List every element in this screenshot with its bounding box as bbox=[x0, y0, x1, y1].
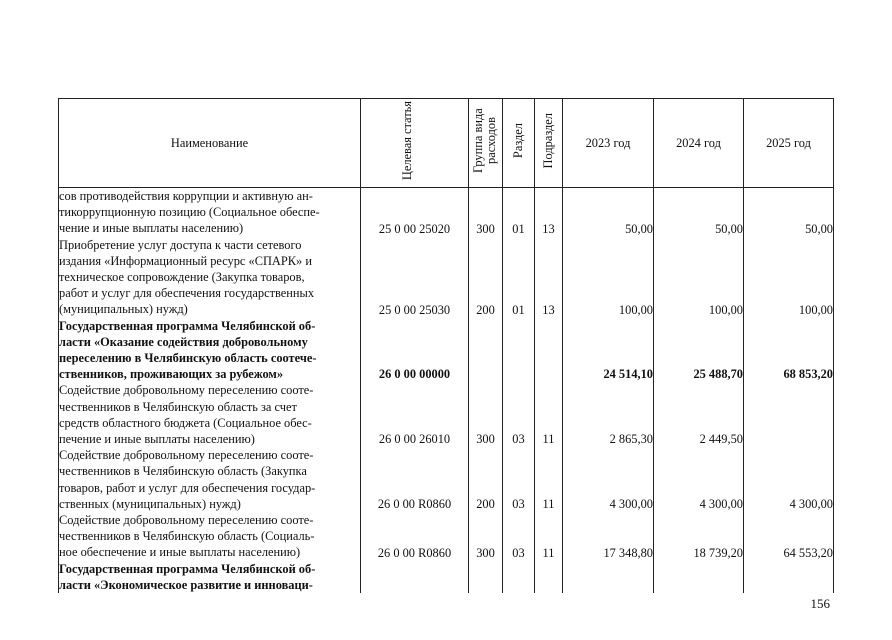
table-header-row bbox=[59, 99, 834, 188]
header-target-article: Целевая статья bbox=[361, 99, 469, 188]
row-expense-group: 300 bbox=[469, 188, 503, 237]
row-target-article bbox=[361, 561, 469, 593]
row-value-2023 bbox=[563, 561, 654, 593]
row-target-article: 26 0 00 26010 bbox=[361, 382, 469, 447]
row-name-line: ное обеспечение и иные выплаты населению) bbox=[59, 545, 301, 560]
row-subsection: 11 bbox=[535, 512, 563, 561]
row-name-line: работ и услуг для обеспечения государственных bbox=[59, 286, 315, 301]
row-name-line: переселению в Челябинскую область соотече- bbox=[59, 351, 317, 366]
row-target-article: 26 0 00 R0860 bbox=[361, 512, 469, 561]
row-subsection: 13 bbox=[535, 237, 563, 318]
header-section: Раздел bbox=[503, 99, 535, 188]
row-name bbox=[59, 237, 361, 318]
row-name bbox=[59, 188, 361, 237]
row-target-article: 26 0 00 00000 bbox=[361, 318, 469, 383]
row-name-line: товаров, работ и услуг для обеспечения государ- bbox=[59, 480, 316, 495]
row-target-article: 25 0 00 25020 bbox=[361, 188, 469, 237]
row-section: 03 bbox=[503, 382, 535, 447]
row-name-line: ласти «Экономическое развитие и инноваци- bbox=[59, 577, 313, 592]
row-section: 03 bbox=[503, 512, 535, 561]
row-value-2023: 50,00 bbox=[563, 188, 654, 237]
row-value-2023: 100,00 bbox=[563, 237, 654, 318]
row-value-2025: 50,00 bbox=[744, 188, 834, 237]
row-name-line: Государственная программа Челябинской об- bbox=[59, 561, 316, 576]
row-name-line: Содействие добровольному переселению сооте- bbox=[59, 513, 314, 528]
row-value-2025 bbox=[744, 561, 834, 593]
header-2023: 2023 год bbox=[563, 99, 654, 188]
row-value-2025 bbox=[744, 382, 834, 447]
row-value-2024: 18 739,20 bbox=[654, 512, 744, 561]
header-2024: 2024 год bbox=[654, 99, 744, 188]
budget-table bbox=[58, 98, 834, 593]
row-name bbox=[59, 512, 361, 561]
row-value-2025: 64 553,20 bbox=[744, 512, 834, 561]
row-section: 01 bbox=[503, 237, 535, 318]
row-section: 01 bbox=[503, 188, 535, 237]
table-row bbox=[59, 237, 834, 318]
header-2025: 2025 год bbox=[744, 99, 834, 188]
row-section bbox=[503, 561, 535, 593]
row-name-line: (муниципальных) нужд) bbox=[59, 302, 188, 317]
header-name: Наименование bbox=[59, 99, 361, 188]
row-subsection: 11 bbox=[535, 447, 563, 512]
row-value-2024: 25 488,70 bbox=[654, 318, 744, 383]
row-name-line: Содействие добровольному переселению сооте- bbox=[59, 448, 314, 463]
row-name-line: Государственная программа Челябинской об- bbox=[59, 318, 316, 333]
row-section bbox=[503, 318, 535, 383]
row-name bbox=[59, 382, 361, 447]
table-row bbox=[59, 512, 834, 561]
row-subsection: 13 bbox=[535, 188, 563, 237]
row-target-article: 26 0 00 R0860 bbox=[361, 447, 469, 512]
table-row bbox=[59, 318, 834, 383]
row-name bbox=[59, 318, 361, 383]
table-row bbox=[59, 561, 834, 593]
table-row bbox=[59, 447, 834, 512]
row-value-2024 bbox=[654, 561, 744, 593]
row-expense-group bbox=[469, 561, 503, 593]
table-row bbox=[59, 382, 834, 447]
row-value-2024: 4 300,00 bbox=[654, 447, 744, 512]
row-value-2024: 50,00 bbox=[654, 188, 744, 237]
header-expense-group: Группа вида расходов bbox=[469, 99, 503, 188]
row-name bbox=[59, 447, 361, 512]
row-value-2024: 2 449,50 bbox=[654, 382, 744, 447]
row-name-line: чественников в Челябинскую область за счет bbox=[59, 399, 297, 414]
row-target-article: 25 0 00 25030 bbox=[361, 237, 469, 318]
row-section: 03 bbox=[503, 447, 535, 512]
row-name-line: ственников, проживающих за рубежом» bbox=[59, 367, 284, 382]
row-name bbox=[59, 561, 361, 593]
row-name-line: тикоррупционную позицию (Социальное обеспе- bbox=[59, 205, 320, 220]
row-name-line: средств областного бюджета (Социальное обес- bbox=[59, 415, 312, 430]
row-value-2023: 24 514,10 bbox=[563, 318, 654, 383]
row-value-2025: 68 853,20 bbox=[744, 318, 834, 383]
row-name-line: ласти «Оказание содействия добровольному bbox=[59, 334, 308, 349]
row-subsection bbox=[535, 318, 563, 383]
row-subsection bbox=[535, 561, 563, 593]
table-body bbox=[59, 188, 834, 594]
row-name-line: чественников в Челябинскую область (Закупка bbox=[59, 464, 307, 479]
page-number: 156 bbox=[810, 596, 830, 611]
row-value-2023: 4 300,00 bbox=[563, 447, 654, 512]
row-value-2025: 100,00 bbox=[744, 237, 834, 318]
row-name-line: Содействие добровольному переселению сооте- bbox=[59, 383, 314, 398]
row-name-line: Приобретение услуг доступа к части сетевого bbox=[59, 237, 302, 252]
row-expense-group: 200 bbox=[469, 237, 503, 318]
table-row bbox=[59, 188, 834, 237]
row-subsection: 11 bbox=[535, 382, 563, 447]
row-name-line: техническое сопровождение (Закупка товаров, bbox=[59, 270, 305, 285]
row-name-line: ственных (муниципальных) нужд) bbox=[59, 496, 241, 511]
row-value-2023: 17 348,80 bbox=[563, 512, 654, 561]
header-subsection: Подраздел bbox=[535, 99, 563, 188]
row-value-2025: 4 300,00 bbox=[744, 447, 834, 512]
row-name-line: издания «Информационный ресурс «СПАРК» и bbox=[59, 253, 312, 268]
row-name-line: чественников в Челябинскую область (Социаль- bbox=[59, 529, 315, 544]
row-expense-group bbox=[469, 318, 503, 383]
row-name-line: сов противодействия коррупции и активную ан- bbox=[59, 189, 313, 203]
row-expense-group: 300 bbox=[469, 512, 503, 561]
row-name-line: чение и иные выплаты населению) bbox=[59, 221, 244, 236]
row-name-line: печение и иные выплаты населению) bbox=[59, 432, 255, 447]
row-expense-group: 300 bbox=[469, 382, 503, 447]
row-expense-group: 200 bbox=[469, 447, 503, 512]
row-value-2023: 2 865,30 bbox=[563, 382, 654, 447]
row-value-2024: 100,00 bbox=[654, 237, 744, 318]
